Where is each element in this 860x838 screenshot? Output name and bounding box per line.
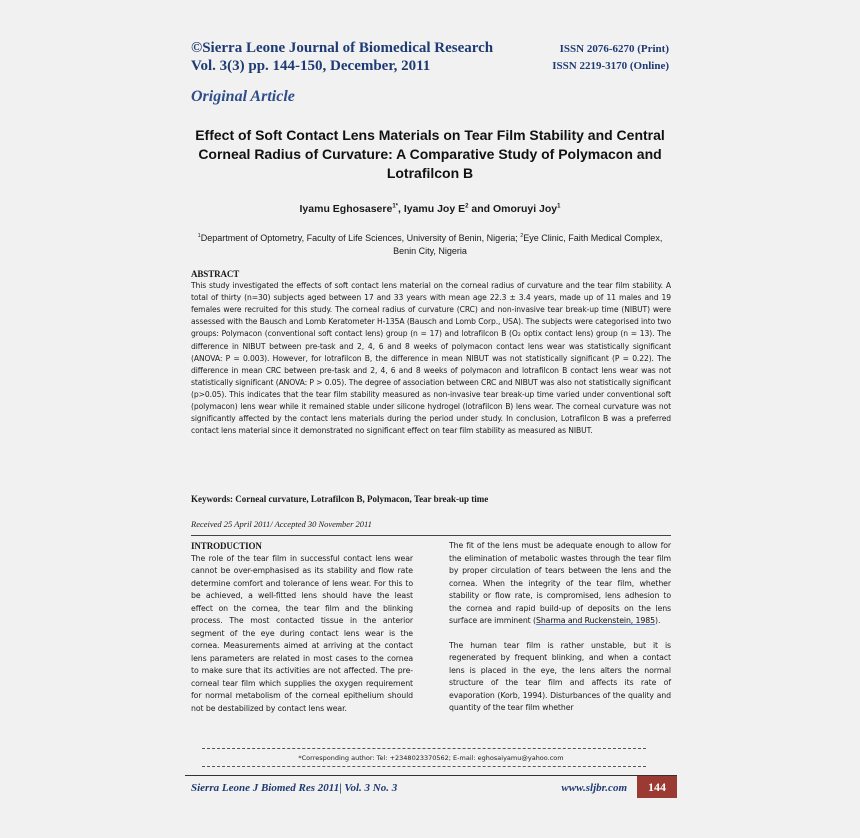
issn-print: ISSN 2076-6270 (Print): [559, 43, 669, 55]
affil-1: Department of Optometry, Faculty of Life Sciences, University of Benin, Nigeria;: [200, 233, 521, 243]
issn-online: ISSN 2219-3170 (Online): [552, 60, 669, 72]
abstract-text: This study investigated the effects of soft contact lens material on the corneal radius of curvature and the tear film stability. A total of thirty (n=30) subjects aged between 17 and 33 years with mean age 22.3 ± 3.4 years, made up of 11 males and 19 females were recruited for this study. The corneal radius of curvature (CRC) and non-invasive tear break-up time (NIBUT) were assessed with the Bausch and Lomb Keratometer H-135A (Bausch and Lomb Corp., USA). The subjects were categorised into two groups: Polymacon (conventional soft contact lens) group (n = 17) and lotrafilcon B (O₂ optix contact lens) group (n = 13). The difference in NIBUT between pre-task and 2, 4, 6 and 8 weeks of polymacon contact lens wear was statistically significant (ANOVA: P = 0.003). However, for lotrafilcon B, the difference in mean NIBUT was not statistically significant (P = 0.22). The difference in mean CRC between pre-task and 2, 4, 6 and 8 weeks of polymacon and lotrafilcon B contact lens wear was not statistically significant (ANOVA: P > 0.05). The degree of association between CRC and NIBUT was also not statistically significant (p>0.05). This indicates that the tear film stability measured as non-invasive tear break-up time varied under conventional soft (polymacon) lens wear while it remained stable under silicone hydrogel (lotrafilcon B) lens wear. The corneal curvature was not significantly affected by the contact lens materials during the period under study. In conclusion, Lotrafilcon B was a preferred contact lens material since it demonstrated no significant effect on tear film stability as measured as NIBUT.: [191, 281, 671, 436]
author-2-sup: 2: [465, 203, 469, 210]
affil-1-sup: 1: [197, 233, 201, 239]
intro-column-2: [449, 540, 671, 715]
intro-paragraph-1: The role of the tear film in successful contact lens wear cannot be over-emphasised as its stability and flow rate determine comfort and tolerance of lens wear. For this to be achieved, a well-fitted lens should have the least effect on the cornea, the tear film and the blinking process. The most contacted tissue in the anterior segment of the eye during contact lens wear is the cornea. Measurements aimed at arriving at the contact lens parameters are related in most cases to the cornea to make sure that its activities are not affected. The pre-corneal tear film which supplies the oxygen requirement for normal metabolism of the corneal epithelium should not be destabilized by contact lens wear.: [191, 553, 413, 713]
intro-heading: INTRODUCTION: [191, 541, 262, 551]
page-number: 144: [637, 776, 677, 798]
author-1: Iyamu Eghosasere: [299, 203, 393, 215]
abstract: [191, 268, 671, 437]
issn-block: [552, 41, 669, 75]
paper-title: Effect of Soft Contact Lens Materials on Tear Film Stability and Central Corneal Radius of Curvature: A Comparative Study of Polymacon and Lotrafilcon B: [195, 127, 665, 181]
received-dates: Received 25 April 2011/ Accepted 30 November 2011: [191, 519, 372, 529]
journal-volume: Vol. 3(3) pp. 144-150, December, 2011: [191, 58, 431, 74]
author-list: [191, 203, 669, 215]
correspondence: *Corresponding author: Tel: +2348023370562; E-mail: eghosaiyamu@yahoo.com: [298, 754, 564, 762]
intro-paragraph-2-end: ).: [655, 616, 661, 625]
author-3: and Omoruyi Joy: [468, 203, 558, 215]
journal-name: ©Sierra Leone Journal of Biomedical Research: [191, 40, 494, 56]
paragraph-gap: [449, 628, 671, 640]
author-2: , Iyamu Joy E: [397, 203, 466, 215]
footer-journal: Sierra Leone J Biomed Res 2011| Vol. 3 No. 3: [191, 782, 398, 794]
keywords: Keywords: Corneal curvature, Lotrafilcon B, Polymacon, Tear break-up time: [191, 494, 489, 504]
intro-column-1: [191, 540, 413, 715]
intro-paragraph-2: [449, 540, 671, 628]
intro-paragraph-3: The human tear film is rather unstable, but it is regenerated by frequent blinking, and when a contact lens is placed in the eye, the lens alters the normal structure of the tear film and affects its rate of evaporation (Korb, 1994). Disturbances of the quality and quantity of the tear film whether: [449, 640, 671, 712]
abstract-heading: ABSTRACT: [191, 269, 240, 279]
affil-2: Eye Clinic, Faith Medical Complex, Benin City, Nigeria: [393, 233, 663, 256]
citation-link[interactable]: Sharma and Ruckenstein, 1985: [535, 616, 655, 625]
affil-2-sup: 2: [520, 233, 524, 239]
affiliations: [191, 230, 669, 258]
author-3-sup: 1: [557, 203, 561, 210]
footnote-divider-bottom: [202, 766, 646, 767]
article-type: Original Article: [191, 88, 295, 105]
footer-website[interactable]: www.sljbr.com: [561, 782, 627, 794]
footnote-divider-top: [202, 748, 646, 749]
author-1-sup: 1*: [392, 203, 398, 210]
page-footer: [185, 775, 677, 798]
intro-paragraph-2-text: The fit of the lens must be adequate enough to allow for the elimination of metabolic wastes through the tear film by proper circulation of tears between the lens and the cornea. When the integrity of the tear film, whether stability or flow rate, is compromised, lens adhesion to the cornea and rapid build-up of deposits on the lens surface are imminent (: [449, 541, 671, 625]
divider: [191, 535, 671, 536]
